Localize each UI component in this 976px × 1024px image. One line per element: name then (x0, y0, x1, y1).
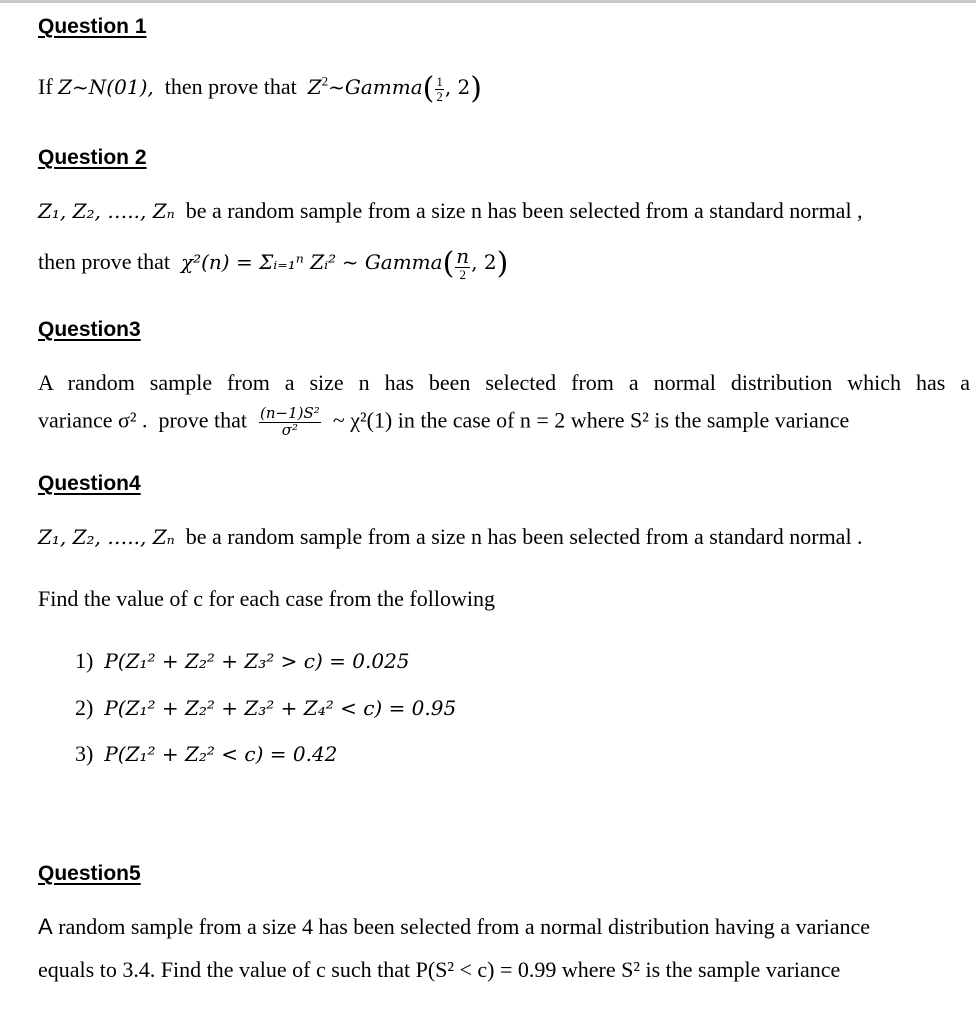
q4-item-1 (75, 650, 410, 672)
q2-fraction (455, 246, 470, 282)
q2-gamma: ~ Gamma (341, 249, 443, 274)
question-4-line-1 (38, 526, 863, 548)
q5-line1-a: A (38, 914, 53, 939)
q1-close-paren: ) (470, 71, 483, 106)
q1-gamma: ~Gamma (328, 75, 423, 100)
q2-sample-vars: Z₁, Z₂, ….., Zₙ (38, 199, 175, 223)
q1-frac-den: 2 (436, 88, 443, 104)
question-2-heading: Question 2 (38, 146, 147, 169)
q2-then-prove: then prove that (38, 248, 170, 274)
q4-item-3-expression: P(Z₁² + Z₂² < c) = 0.42 (104, 742, 338, 766)
question-5-line-2: equals to 3.4. Find the value of c such that P(S² < c) = 0.99 where S² is the sample variance (38, 957, 841, 982)
q4-sample-vars: Z₁, Z₂, ….., Zₙ (38, 525, 175, 549)
q1-if: If (38, 74, 53, 100)
question-2-line-2 (38, 246, 508, 282)
question-5-heading: Question5 (38, 862, 141, 885)
q3-rest: ~ χ²(1) in the case of n = 2 where S² is the sample variance (332, 407, 850, 433)
q2-chi-expression: χ²(n) = Σᵢ₌₁ⁿ Zᵢ² (180, 249, 337, 274)
q5-line1-b: random sample from a size 4 has been selected from a normal distribution having a variance (58, 914, 871, 939)
q4-item-2-expression: P(Z₁² + Z₂² + Z₃² + Z₄² < c) = 0.95 (104, 696, 457, 720)
q2-open-paren: ( (442, 245, 455, 281)
q2-line1-text: be a random sample from a size n has been selected from a standard normal , (185, 198, 863, 223)
q4-item-2 (75, 697, 456, 719)
q1-param: , 2 (444, 75, 471, 100)
q3-fraction (259, 406, 321, 439)
question-1-statement (38, 71, 483, 106)
q1-then-prove: then prove that (164, 74, 297, 100)
q2-close-paren: ) (496, 245, 509, 281)
q1-open-paren: ( (422, 71, 435, 106)
q1-frac-num: 1 (436, 73, 443, 89)
question-2-line-1 (38, 200, 863, 222)
q2-frac-den: 2 (459, 267, 466, 282)
q2-frac-num: n (456, 244, 470, 268)
question-3-line-1: A random sample from a size n has been selected from a normal distribution which has a (38, 370, 970, 395)
q1-distribution: Z~N(01), (58, 75, 154, 100)
q3-variance: variance σ² . (38, 407, 148, 433)
q3-prove-that: prove that (158, 407, 248, 433)
top-border (0, 0, 976, 3)
q1-exponent: 2 (321, 73, 329, 89)
question-1-heading: Question 1 (38, 15, 147, 38)
q2-param: , 2 (471, 249, 497, 274)
q1-z: Z (307, 75, 322, 100)
question-5-line-1 (38, 916, 870, 938)
q1-fraction (435, 75, 444, 103)
q4-line1-text: be a random sample from a size n has been selected from a standard normal . (185, 524, 863, 549)
question-4-find-text: Find the value of c for each case from the following (38, 586, 495, 611)
question-4-heading: Question4 (38, 472, 141, 495)
q4-item-3 (75, 743, 337, 765)
q4-item-3-number: 3) (75, 741, 94, 766)
q3-frac-num: (n−1)S² (260, 404, 320, 422)
question-3-line-2 (38, 406, 849, 439)
question-3-heading: Question3 (38, 318, 141, 341)
q4-item-1-number: 1) (75, 648, 94, 673)
q4-item-2-number: 2) (75, 695, 94, 720)
q4-item-1-expression: P(Z₁² + Z₂² + Z₃² > c) = 0.025 (104, 649, 410, 673)
q3-frac-den: σ² (281, 420, 299, 439)
